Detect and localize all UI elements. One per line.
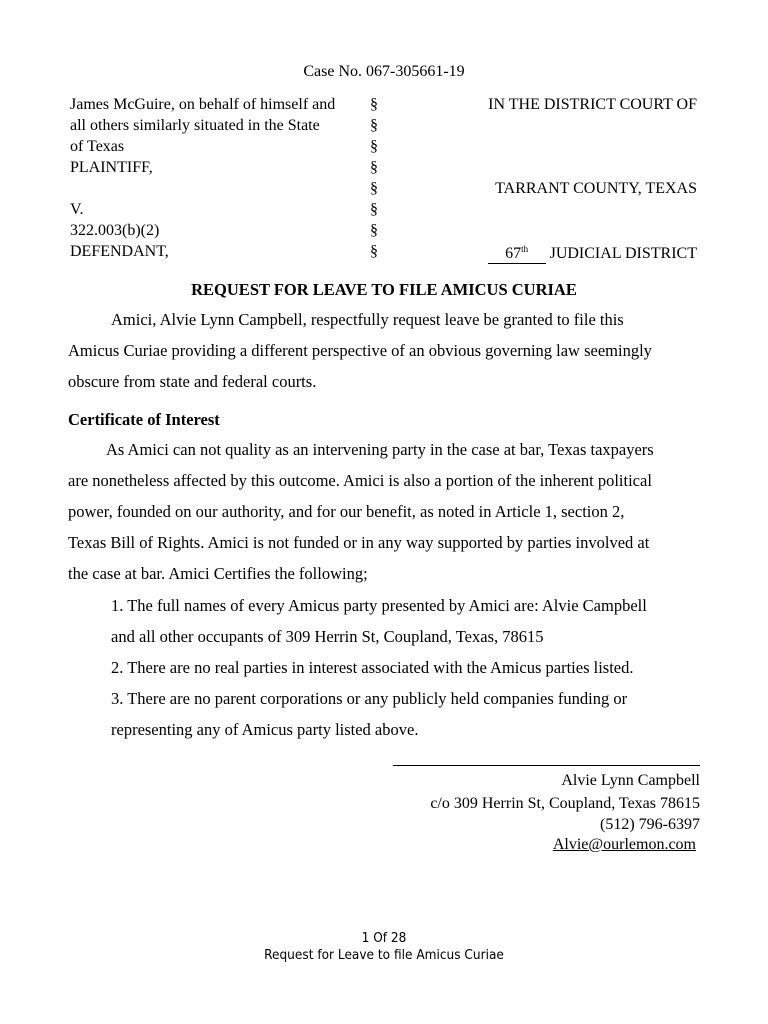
district-number-blank	[488, 240, 546, 264]
list-item: representing any of Amicus party listed above.	[111, 720, 419, 739]
caption-line: PLAINTIFF,	[70, 159, 153, 176]
signer-phone: (512) 796-6397	[600, 816, 700, 833]
judicial-district	[430, 240, 697, 264]
district-label: JUDICIAL DISTRICT	[549, 245, 697, 262]
paragraph-line: As Amici can not quality as an intervening party in the case at bar, Texas taxpayers	[106, 440, 654, 459]
district-suffix: th	[521, 244, 529, 254]
signature-line	[393, 765, 700, 766]
paragraph-line: the case at bar. Amici Certifies the following;	[68, 564, 368, 583]
caption-line: James McGuire, on behalf of himself and	[70, 96, 336, 113]
paragraph-line: Amicus Curiae providing a different perspective of an obvious governing law seemingly	[68, 341, 652, 360]
court-name: IN THE DISTRICT COURT OF	[488, 96, 697, 113]
caption-line: DEFENDANT,	[70, 243, 169, 260]
paragraph-line: obscure from state and federal courts.	[68, 372, 317, 391]
caption-line: V.	[70, 201, 84, 218]
section-symbol: §	[370, 96, 378, 113]
signer-address: c/o 309 Herrin St, Coupland, Texas 78615	[430, 795, 700, 812]
signer-email-link[interactable]: Alvie@ourlemon.com	[552, 836, 696, 853]
caption-line: of Texas	[70, 138, 125, 155]
section-symbol: §	[370, 180, 378, 197]
paragraph-line: Amici, Alvie Lynn Campbell, respectfully request leave be granted to file this	[111, 310, 624, 329]
section-symbol: §	[370, 117, 378, 134]
list-item: 2. There are no real parties in interest associated with the Amicus parties listed.	[111, 658, 634, 677]
section-symbol: §	[370, 243, 378, 260]
certificate-heading: Certificate of Interest	[68, 410, 220, 429]
list-item: 1. The full names of every Amicus party presented by Amici are: Alvie Campbell	[111, 596, 647, 615]
section-symbol: §	[370, 138, 378, 155]
section-symbol: §	[370, 159, 378, 176]
document-heading: REQUEST FOR LEAVE TO FILE AMICUS CURIAE	[191, 280, 577, 299]
section-symbol: §	[370, 201, 378, 218]
caption-line: all others similarly situated in the State	[70, 117, 320, 134]
footer-title: Request for Leave to file Amicus Curiae	[264, 947, 504, 963]
paragraph-line: Texas Bill of Rights. Amici is not funded or in any way supported by parties involved at	[68, 533, 650, 552]
caption-line: 322.003(b)(2)	[70, 222, 160, 239]
signer-email-wrap	[380, 835, 696, 855]
paragraph-line: power, founded on our authority, and for our benefit, as noted in Article 1, section 2,	[68, 502, 625, 521]
signer-name: Alvie Lynn Campbell	[561, 772, 700, 789]
page-number: 1 Of 28	[361, 930, 407, 946]
paragraph-line: are nonetheless affected by this outcome. Amici is also a portion of the inherent political	[68, 471, 652, 490]
court-county: TARRANT COUNTY, TEXAS	[495, 180, 697, 197]
list-item: 3. There are no parent corporations or any publicly held companies funding or	[111, 689, 628, 708]
district-number: 67	[505, 245, 522, 262]
list-item: and all other occupants of 309 Herrin St, Coupland, Texas, 78615	[111, 627, 544, 646]
section-symbol: §	[370, 222, 378, 239]
case-number: Case No. 067-305661-19	[303, 63, 465, 80]
